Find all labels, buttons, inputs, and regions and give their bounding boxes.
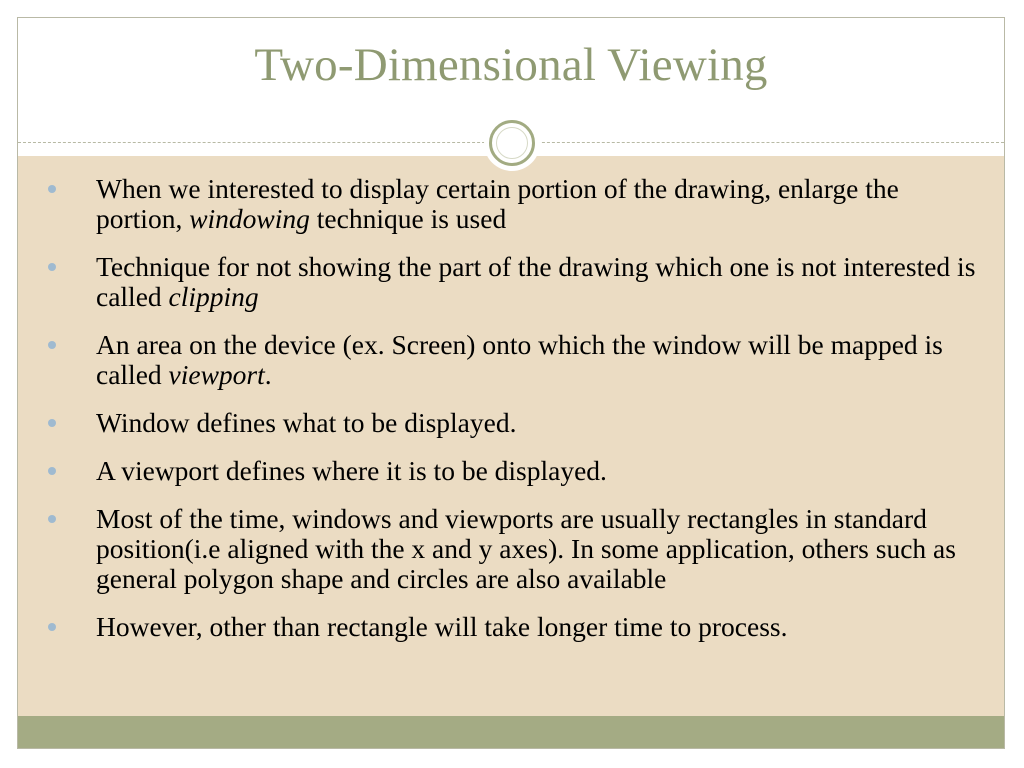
bullet-text-segment: technique is used bbox=[309, 203, 507, 234]
bullet-text bbox=[96, 455, 607, 486]
bullet-text-italic: windowing bbox=[189, 203, 310, 234]
bullet-dot-icon bbox=[48, 341, 56, 349]
circle-inner bbox=[496, 127, 528, 159]
bullet-text-segment: When we interested to display certain portion of the drawing, enlarge the portion, bbox=[96, 173, 899, 234]
bullet-dot-icon bbox=[48, 623, 56, 631]
bullet-item bbox=[18, 252, 1004, 312]
bullet-text-italic: viewport bbox=[168, 359, 265, 390]
bullet-item bbox=[18, 612, 1004, 642]
bullet-item bbox=[18, 330, 1004, 390]
slide bbox=[17, 17, 1005, 749]
bullet-dot-icon bbox=[48, 467, 56, 475]
bullet-dot-icon bbox=[48, 263, 56, 271]
circle-ring bbox=[489, 120, 535, 166]
bullet-text-italic: clipping bbox=[168, 281, 259, 312]
bullet-dot-icon bbox=[48, 419, 56, 427]
bullet-text bbox=[96, 173, 899, 234]
bullet-item bbox=[18, 408, 1004, 438]
bullet-text bbox=[96, 329, 943, 390]
bullet-item bbox=[18, 174, 1004, 234]
bullet-list bbox=[18, 174, 1004, 660]
bullet-text-segment: Window defines what to be displayed. bbox=[96, 407, 517, 438]
bullet-text bbox=[96, 251, 975, 312]
bullet-text bbox=[96, 611, 788, 642]
circle-ornament-icon bbox=[484, 115, 540, 171]
footer-band bbox=[18, 716, 1004, 749]
bullet-text-segment: An area on the device (ex. Screen) onto which the window will be mapped is called bbox=[96, 329, 943, 390]
bullet-dot-icon bbox=[48, 515, 56, 523]
bullet-item bbox=[18, 504, 1004, 594]
bullet-text bbox=[96, 407, 516, 438]
bullet-text-segment: . bbox=[264, 359, 272, 390]
bullet-text bbox=[96, 503, 956, 594]
bullet-text-segment: A viewport defines where it is to be displayed. bbox=[96, 455, 607, 486]
bullet-text-segment: Most of the time, windows and viewports are usually rectangles in standard position(i.e aligned with the x and y axes). In some application, others such as general polygon shape and circles are also available bbox=[96, 503, 956, 594]
slide-title: Two-Dimensional Viewing bbox=[254, 39, 768, 91]
bullet-text-segment: However, other than rectangle will take longer time to process. bbox=[96, 611, 788, 642]
bullet-dot-icon bbox=[48, 185, 56, 193]
bullet-text-segment: Technique for not showing the part of the drawing which one is not interested is called bbox=[96, 251, 976, 312]
bullet-item bbox=[18, 456, 1004, 486]
